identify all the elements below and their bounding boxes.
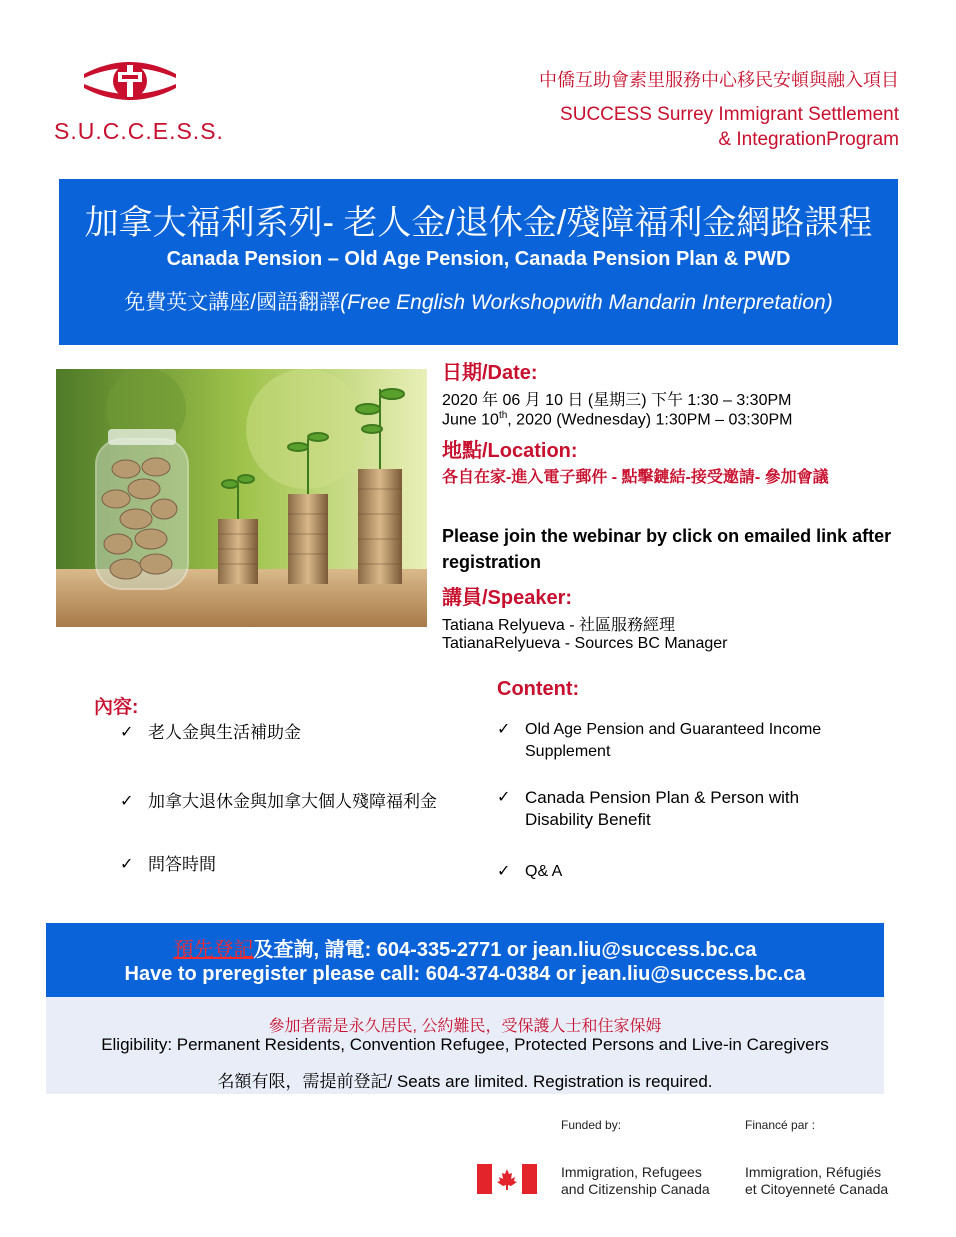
- content-item-zh: 加拿大退休金與加拿大個人殘障福利金: [148, 792, 437, 811]
- content-item-zh: 老人金與生活補助金: [148, 723, 301, 742]
- date-zh: 2020 年 06 月 10 日 (星期三) 下午 1:30 – 3:30PM: [442, 392, 792, 409]
- check-icon: ✓: [497, 863, 511, 880]
- date-en-sup: th: [498, 410, 508, 421]
- check-icon: ✓: [497, 721, 511, 738]
- banner-subtitle-en: (Free English Workshopwith Mandarin Interpretation): [340, 291, 833, 314]
- banner-subtitle-zh: 免費英文講座/國語翻譯: [124, 291, 341, 314]
- seats-notice: 名額有限，需提前登記/ Seats are limited. Registration is required.: [217, 1072, 713, 1091]
- check-icon: ✓: [120, 724, 134, 741]
- location-zh: 各自在家-進入電子郵件 - 點擊鏈結-接受邀請- 參加會議: [442, 469, 829, 486]
- check-icon: ✓: [120, 793, 134, 810]
- eligibility-en: Eligibility: Permanent Residents, Convention Refugee, Protected Persons and Live-in Caregivers: [101, 1035, 829, 1054]
- dept-name-en: [561, 1164, 710, 1198]
- date-en-post: , 2020 (Wednesday) 1:30PM – 03:30PM: [507, 411, 793, 429]
- date-label: 日期/Date:: [442, 362, 538, 384]
- content-item-en: Old Age Pension and Guaranteed Income Supplement: [525, 721, 822, 760]
- success-logo-icon: [80, 52, 180, 110]
- eligibility-box: [46, 997, 884, 1094]
- canada-flag-icon: [477, 1164, 537, 1194]
- eligibility-zh: 參加者需是永久居民, 公約難民，受保護人士和住家保姆: [268, 1018, 662, 1035]
- list-item: [497, 719, 857, 763]
- content-title-zh: 內容:: [94, 697, 139, 718]
- preregister-link[interactable]: 預先登記: [173, 939, 254, 961]
- list-item: [497, 787, 857, 831]
- dept-name-fr-line1: Immigration, Réfugiés: [745, 1164, 882, 1180]
- registration-bar: [46, 923, 884, 997]
- banner-title-zh: 加拿大福利系列- 老人金/退休金/殘障福利金網路課程: [84, 204, 873, 242]
- content-item-en: Canada Pension Plan & Person with Disability Benefit: [525, 788, 800, 829]
- date-en: [442, 410, 792, 429]
- location-en: Please join the webinar by click on emailed link after registration: [442, 526, 892, 572]
- funded-by-label: Funded by:: [561, 1118, 622, 1132]
- content-item-en: Q& A: [525, 863, 563, 880]
- org-name-en: [560, 102, 899, 152]
- org-name-en-line2: & IntegrationProgram: [718, 129, 899, 150]
- speaker-zh: Tatiana Relyueva - 社區服務經理: [442, 617, 675, 634]
- content-title-en: Content:: [497, 678, 580, 700]
- coins-jar-photo: [56, 369, 427, 627]
- logo-text: S.U.C.C.E.S.S.: [54, 118, 224, 144]
- location-label: 地點/Location:: [442, 440, 578, 462]
- org-name-zh: 中僑互助會素里服務中心移民安頓與融入項目: [539, 70, 899, 90]
- check-icon: ✓: [497, 789, 511, 806]
- dept-name-en-line1: Immigration, Refugees: [561, 1164, 702, 1180]
- registration-line-1: [46, 933, 884, 962]
- dept-name-fr: [745, 1164, 888, 1198]
- registration-line-1-text: 及查詢, 請電: 604-335-2771 or jean.liu@success.bc.ca: [253, 939, 757, 961]
- date-en-pre: June 10: [442, 411, 499, 429]
- dept-name-fr-line2: et Citoyenneté Canada: [745, 1181, 889, 1197]
- speaker-label: 講員/Speaker:: [442, 587, 573, 609]
- title-banner: [59, 179, 898, 345]
- finance-par-label: Financé par :: [745, 1118, 816, 1132]
- org-name-en-line1: SUCCESS Surrey Immigrant Settlement: [560, 104, 899, 125]
- banner-subtitle: [59, 286, 898, 316]
- speaker-en: TatianaRelyueva - Sources BC Manager: [442, 635, 728, 652]
- list-item: [497, 861, 857, 883]
- banner-title-en: Canada Pension – Old Age Pension, Canada Pension Plan & PWD: [166, 248, 791, 270]
- check-icon: ✓: [120, 856, 134, 873]
- content-item-zh: 問答時間: [148, 855, 216, 874]
- registration-line-2: Have to preregister please call: 604-374-0384 or jean.liu@success.bc.ca: [124, 963, 806, 985]
- list-item: [120, 722, 480, 744]
- list-item: [120, 854, 480, 876]
- dept-name-en-line2: and Citizenship Canada: [561, 1181, 710, 1197]
- list-item: [120, 791, 490, 813]
